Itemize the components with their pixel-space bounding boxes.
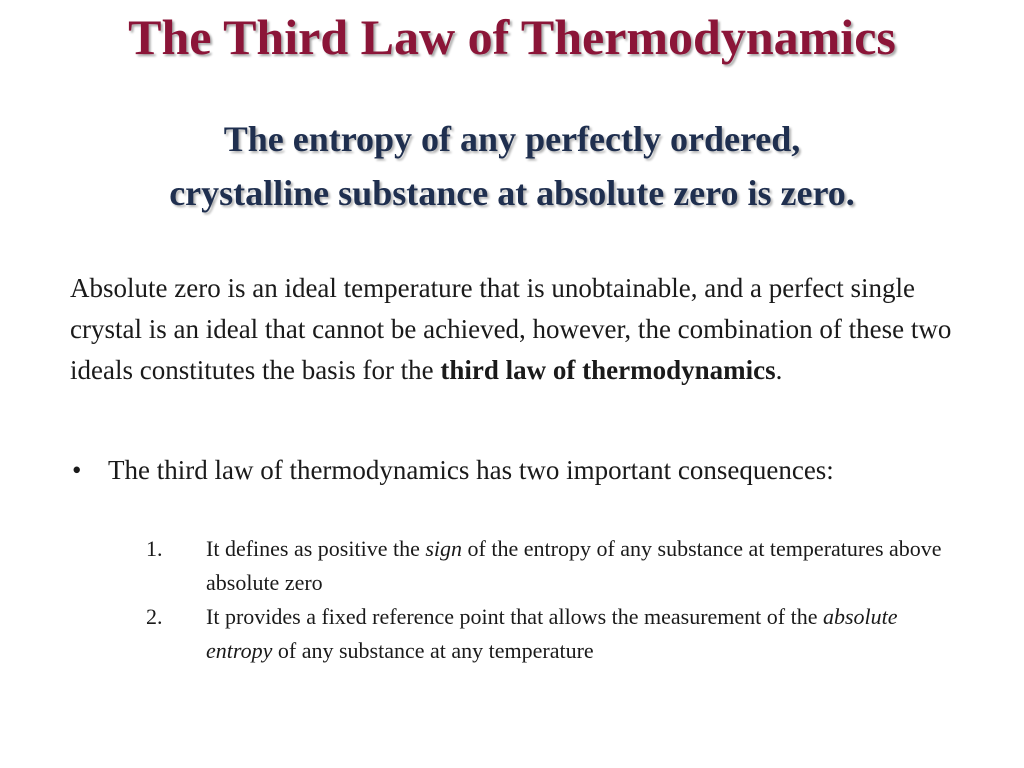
list-item-number: 1. <box>146 536 163 561</box>
intro-paragraph-text: Absolute zero is an ideal temperature that is unobtainable, and a perfect single crystal is an ideal that cannot be achieved, however, the combination of these two ideals constitutes the basis for the <box>70 273 952 385</box>
consequences-list <box>140 532 960 668</box>
list-item-text-before: It provides a fixed reference point that allows the measurement of the <box>206 604 818 629</box>
list-item-text-after: of any substance at any temperature <box>277 638 594 663</box>
intro-paragraph-bold: third law of thermodynamics <box>440 355 776 385</box>
bullet-text: The third law of thermodynamics has two important consequences: <box>108 455 834 485</box>
subtitle-line-2: crystalline substance at absolute zero is zero. <box>169 173 855 213</box>
list-item-text-before: It defines as positive the <box>206 536 420 561</box>
bullet-item <box>70 450 970 490</box>
list-item-text-after: of the entropy of any substance at temperatures above absolute zero <box>206 536 942 595</box>
list-item <box>140 532 960 600</box>
intro-paragraph-end: . <box>775 355 783 385</box>
list-item-italic: sign <box>425 536 463 561</box>
list-item-italic: absolute entropy <box>206 604 898 663</box>
slide-title: The Third Law of Thermodynamics <box>128 9 896 65</box>
slide-subtitle <box>40 112 984 220</box>
bullet-symbol: • <box>72 455 82 485</box>
list-item-number: 2. <box>146 604 163 629</box>
intro-paragraph <box>70 268 970 391</box>
list-item <box>140 600 960 668</box>
subtitle-line-1: The entropy of any perfectly ordered, <box>223 119 801 159</box>
